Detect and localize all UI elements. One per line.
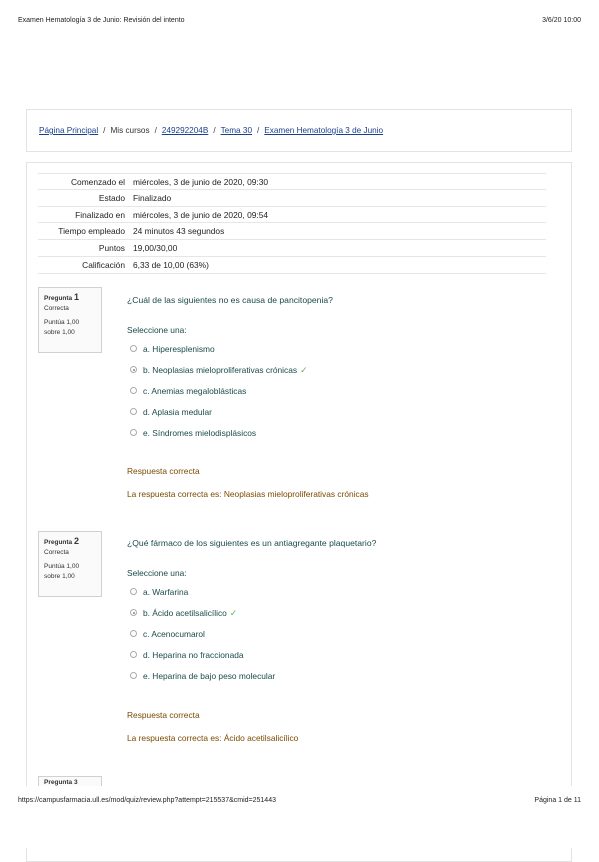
- summary-row-finished: [38, 207, 546, 224]
- answer-option[interactable]: [127, 646, 557, 667]
- answer-label: [143, 365, 308, 376]
- answer-label: e. Heparina de bajo peso molecular: [143, 671, 276, 681]
- question-feedback-2: [127, 710, 557, 743]
- summary-row-time: [38, 223, 546, 240]
- breadcrumb-quiz-link[interactable]: Examen Hematología 3 de Junio: [264, 126, 384, 135]
- question-info-1: [38, 287, 102, 353]
- right-answer: La respuesta correcta es: Neoplasias mieloproliferativas crónicas: [127, 489, 369, 499]
- pdf-header: [18, 17, 581, 24]
- answer-option[interactable]: [127, 403, 557, 424]
- answer-prompt: Seleccione una:: [127, 325, 187, 335]
- answer-list: [127, 340, 557, 445]
- right-answer: La respuesta correcta es: Ácido acetilsalicílico: [127, 733, 299, 743]
- breadcrumb-separator: /: [213, 126, 216, 135]
- answer-label: a. Warfarina: [143, 587, 189, 597]
- radio-icon[interactable]: [130, 429, 137, 436]
- summary-row-state: [38, 190, 546, 207]
- answer-label: c. Acenocumarol: [143, 629, 205, 639]
- feedback-status: Respuesta correcta: [127, 466, 200, 476]
- summary-value: 19,00/30,00: [133, 243, 178, 254]
- radio-icon[interactable]: [130, 609, 137, 616]
- answer-option[interactable]: [127, 382, 557, 403]
- summary-value: Finalizado: [133, 192, 172, 203]
- question-content-2: [127, 538, 557, 688]
- breadcrumb: [39, 126, 383, 135]
- answer-label: d. Heparina no fraccionada: [143, 650, 244, 660]
- feedback-status: Respuesta correcta: [127, 710, 200, 720]
- summary-label: Tiempo empleado: [58, 226, 125, 237]
- answer-option[interactable]: [127, 667, 557, 688]
- question-label: Pregunta: [44, 295, 73, 302]
- answer-prompt: Seleccione una:: [127, 568, 187, 578]
- answer-option[interactable]: [127, 340, 557, 361]
- question-state: Correcta: [44, 549, 69, 556]
- radio-icon[interactable]: [130, 630, 137, 637]
- answer-option[interactable]: [127, 625, 557, 646]
- check-icon: ✓: [300, 365, 308, 375]
- answer-label: c. Anemias megaloblásticas: [143, 386, 247, 396]
- check-icon: ✓: [229, 608, 238, 618]
- summary-value: 24 minutos 43 segundos: [133, 226, 225, 237]
- question-number-value: 1: [73, 292, 79, 302]
- breadcrumb-section-link[interactable]: Tema 30: [220, 126, 252, 135]
- question-number: Pregunta 3: [44, 779, 78, 786]
- question-number: [44, 292, 96, 302]
- breadcrumb-courses: Mis cursos: [110, 126, 150, 135]
- question-number-value: 2: [73, 536, 79, 546]
- attempt-summary-table: [38, 173, 546, 274]
- summary-row-grade: [38, 257, 546, 274]
- answer-label: e. Síndromes mielodisplásicos: [143, 428, 257, 438]
- answer-text: b. Neoplasias mieloproliferativas crónicas: [143, 365, 298, 375]
- question-grade: Puntúa 1,00 sobre 1,00: [44, 319, 80, 336]
- answer-label: a. Hiperesplenismo: [143, 344, 215, 354]
- radio-icon[interactable]: [130, 387, 137, 394]
- summary-value: miércoles, 3 de junio de 2020, 09:30: [133, 177, 269, 187]
- question-state: Correcta: [44, 305, 69, 312]
- breadcrumb-container: [26, 109, 572, 152]
- pdf-header-date: 3/6/20 10:00: [542, 17, 581, 24]
- summary-label: Comenzado el: [70, 177, 125, 187]
- question-content-1: [127, 295, 557, 445]
- breadcrumb-separator: /: [154, 126, 157, 135]
- answer-label: d. Aplasia medular: [143, 407, 212, 417]
- radio-icon[interactable]: [130, 345, 137, 352]
- answer-text: b. Ácido acetilsalicílico: [143, 608, 227, 618]
- summary-value: miércoles, 3 de junio de 2020, 09:54: [133, 209, 269, 220]
- question-feedback-1: [127, 466, 557, 499]
- answer-option[interactable]: [127, 361, 557, 382]
- summary-label: Estado: [98, 192, 125, 203]
- question-grade: Puntúa 1,00 sobre 1,00: [44, 563, 80, 580]
- radio-icon[interactable]: [130, 366, 137, 373]
- question-text: ¿Cuál de las siguientes no es causa de pancitopenia?: [127, 295, 333, 305]
- pdf-header-title: Examen Hematología 3 de Junio: Revisión del intento: [18, 17, 185, 24]
- question-info-2: [38, 531, 102, 597]
- summary-row-started: [38, 173, 546, 190]
- summary-label: Puntos: [98, 243, 125, 254]
- question-label: Pregunta: [44, 539, 73, 546]
- answer-list: [127, 583, 557, 688]
- breadcrumb-course-link[interactable]: 249292204B: [161, 126, 209, 135]
- radio-icon[interactable]: [130, 408, 137, 415]
- page-break-mask: [0, 786, 599, 848]
- radio-icon[interactable]: [130, 651, 137, 658]
- question-text: ¿Qué fármaco de los siguientes es un antiagregante plaquetario?: [127, 538, 377, 548]
- breadcrumb-separator: /: [103, 126, 106, 135]
- breadcrumb-home-link[interactable]: Página Principal: [39, 126, 99, 135]
- answer-label: [143, 608, 237, 619]
- summary-row-points: [38, 240, 546, 257]
- radio-icon[interactable]: [130, 672, 137, 679]
- summary-value: 6,33 de 10,00 (63%): [133, 259, 209, 270]
- summary-label: Finalizado en: [75, 209, 125, 220]
- answer-option[interactable]: [127, 424, 557, 445]
- answer-option[interactable]: [127, 604, 557, 625]
- breadcrumb-separator: /: [257, 126, 260, 135]
- answer-option[interactable]: [127, 583, 557, 604]
- summary-label: Calificación: [82, 259, 125, 270]
- pdf-footer-url: https://campusfarmacia.ull.es/mod/quiz/review.php?attempt=215537&cmid=251443: [18, 797, 276, 804]
- radio-icon[interactable]: [130, 588, 137, 595]
- pdf-footer-page: Página 1 de 11: [534, 797, 581, 804]
- pdf-footer: [18, 797, 581, 804]
- question-number: [44, 536, 96, 546]
